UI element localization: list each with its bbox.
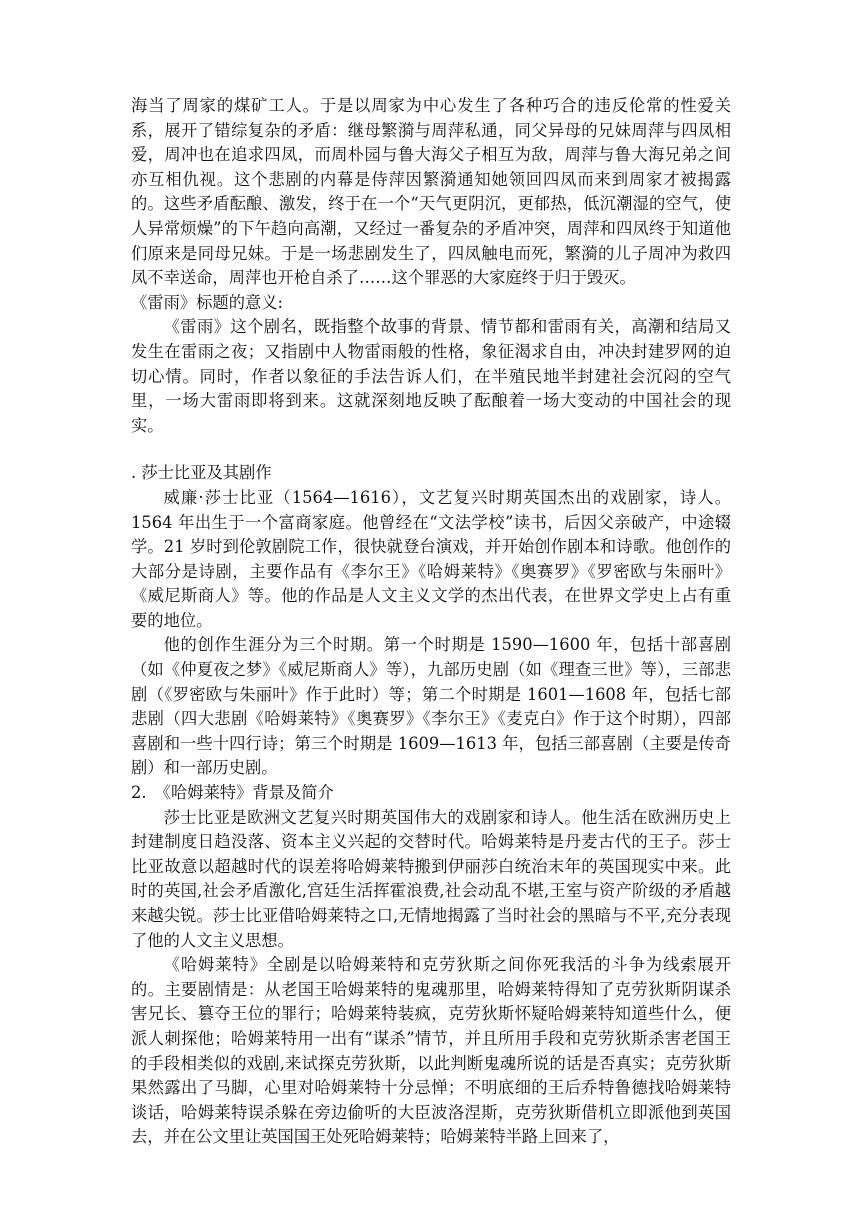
section-spacer [131,438,731,461]
hamlet-plot-paragraph: 《哈姆莱特》全剧是以哈姆莱特和克劳狄斯之间你死我活的斗争为线索展开的。主要剧情是：从老国王哈姆莱特的鬼魂那里，哈姆莱特得知了克劳狄斯阴谋杀害兄长、篡夺王位的罪行；哈姆莱特装疯，克劳狄斯怀疑哈姆莱特知道些什么，便派人刺探他；哈姆莱特用一出有“谋杀”情节，并且所用手段和克劳狄斯杀害老国王的手段相类似的戏剧,来试探克劳狄斯，以此判断鬼魂所说的话是否真实；克劳狄斯果然露出了马脚，心里对哈姆莱特十分忌惮；不明底细的王后乔特鲁德找哈姆莱特谈话，哈姆莱特误杀躲在旁边偷听的大臣波洛涅斯，克劳狄斯借机立即派他到英国去，并在公文里让英国国王处死哈姆莱特；哈姆莱特半路上回来了， [131,955,731,1147]
shakespeare-heading: . 莎士比亚及其剧作 [131,463,272,483]
leiyu-title-meaning-paragraph: 《雷雨》这个剧名，既指整个故事的背景、情节都和雷雨有关，高潮和结局又发生在雷雨之夜；又指剧中人物雷雨般的性格，象征渴求自由，冲决封建罗网的迫切心情。同时，作者以象征的手法告诉人们，在半殖民地半封建社会沉闷的空气里，一场大雷雨即将到来。这就深刻地反映了酝酿着一场大变动的中国社会的现实。 [131,317,731,435]
leiyu-title-meaning-heading: 《雷雨》标题的意义: [131,292,284,312]
hamlet-background-paragraph: 莎士比亚是欧洲文艺复兴时期英国伟大的戏剧家和诗人。他生活在欧洲历史上封建制度日趋没落、资本主义兴起的交替时代。哈姆莱特是丹麦古代的王子。莎士比亚故意以超越时代的误差将哈姆莱特搬到伊丽莎白统治末年的英国现实中来。此时的英国,社会矛盾激化,宫廷生活挥霍浪费,社会动乱不堪,王室与资产阶级的矛盾越来越尖锐。莎士比亚借哈姆莱特之口,无情地揭露了当时社会的黑暗与不平,充分表现了他的人文主义思想。 [131,807,731,950]
hamlet-heading: 2. 《哈姆莱特》背景及简介 [131,783,334,803]
shakespeare-intro-paragraph: 威廉·莎士比亚（1564—1616），文艺复兴时期英国杰出的戏剧家，诗人。1564 年出生于一个富商家庭。他曾经在“文法学校”读书，后因父亲破产，中途辍学。21 岁时到伦敦剧院工作，很快就登台演戏，并开始创作剧本和诗歌。他创作的大部分是诗剧，主要作品有《李尔王》《哈姆莱特》《奥赛罗》《罗密欧与朱丽叶》《威尼斯商人》等。他的作品是人文主义文学的杰出代表，在世界文学史上占有重要的地位。 [131,487,731,630]
document-page [131,94,731,1150]
shakespeare-periods-paragraph: 他的创作生涯分为三个时期。第一个时期是 1590—1600 年，包括十部喜剧（如《仲夏夜之梦》《威尼斯商人》等），九部历史剧（如《理查三世》等），三部悲剧（《罗密欧与朱丽叶》作于此时）等；第二个时期是 1601—1608 年，包括七部悲剧（四大悲剧《哈姆莱特》《奥赛罗》《李尔王》《麦克白》作于这个时期），四部喜剧和一些十四行诗；第三个时期是 1609—1613 年，包括三部喜剧（主要是传奇剧）和一部历史剧。 [131,635,731,778]
leiyu-plot-paragraph: 海当了周家的煤矿工人。于是以周家为中心发生了各种巧合的违反伦常的性爱关系，展开了错综复杂的矛盾：继母繁漪与周萍私通，同父异母的兄妹周萍与四凤相爱，周冲也在追求四凤，而周朴园与鲁大海父子相互为敌，周萍与鲁大海兄弟之间亦互相仇视。这个悲剧的内幕是侍萍因繁漪通知她领回四凤而来到周家才被揭露的。这些矛盾酝酿、激发，终于在一个“天气更阴沉，更郁热，低沉潮湿的空气，使人异常烦燥”的下午趋向高潮，又经过一番复杂的矛盾冲突，周萍和四凤终于知道他们原来是同母兄妹。于是一场悲剧发生了，四凤触电而死，繁漪的儿子周冲为救四凤不幸送命，周萍也开枪自杀了……这个罪恶的大家庭终于归于毁灭。 [131,96,731,288]
